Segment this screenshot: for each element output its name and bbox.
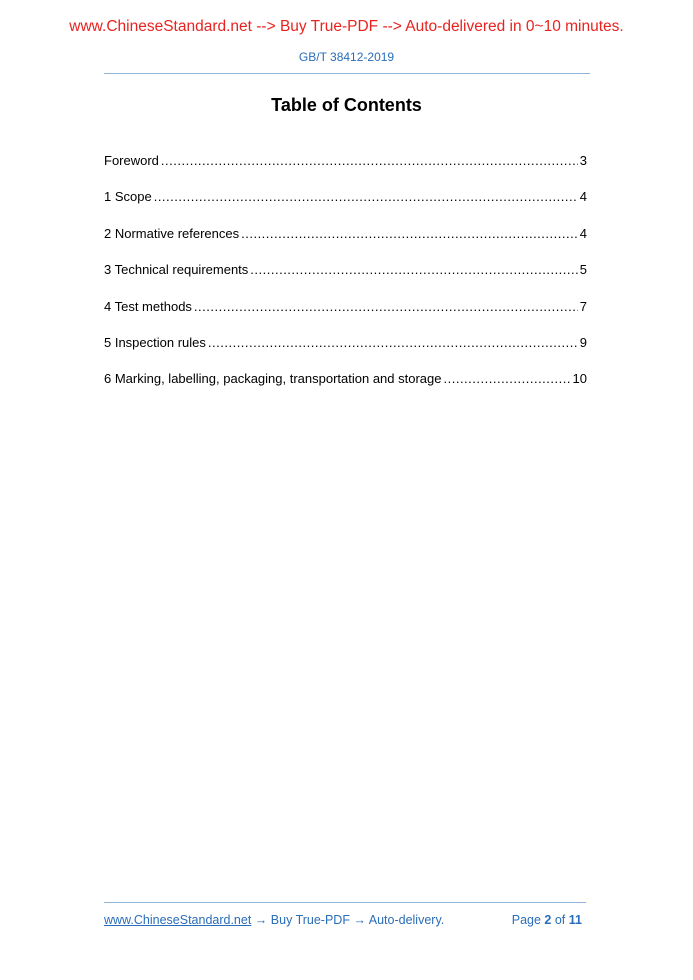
- toc-title: Table of Contents: [271, 95, 422, 115]
- toc-dot-leader: [194, 299, 578, 314]
- toc-entry-page: 3: [579, 153, 587, 168]
- page-number: [512, 913, 582, 927]
- toc-entry-scope[interactable]: [104, 189, 587, 225]
- promo-banner[interactable]: www.ChineseStandard.net --> Buy True-PDF --> Auto-delivered in 0~10 minutes.: [69, 18, 624, 35]
- footer-buy-text: Buy True-PDF: [270, 913, 350, 927]
- standard-code-header: GB/T 38412-2019: [298, 50, 395, 64]
- footer-divider: [104, 902, 586, 903]
- toc-entry-foreword[interactable]: [104, 153, 587, 189]
- header-divider: [104, 73, 590, 74]
- toc-entry-page: 10: [572, 371, 587, 387]
- toc-entry-label: 2 Normative references: [104, 225, 240, 241]
- current-page-number: 2: [544, 913, 552, 927]
- toc-entry-page: 4: [579, 189, 587, 205]
- toc-entry-inspection-rules[interactable]: [104, 335, 587, 371]
- of-word: of: [554, 913, 566, 927]
- toc-dot-leader: [250, 262, 577, 277]
- toc-list: [104, 153, 587, 408]
- toc-dot-leader: [208, 335, 578, 350]
- toc-entry-normative-references[interactable]: [104, 226, 587, 262]
- toc-entry-test-methods[interactable]: [104, 299, 587, 335]
- toc-entry-page: 7: [579, 298, 587, 314]
- total-pages-number: 11: [568, 913, 582, 927]
- toc-dot-leader: [241, 226, 578, 241]
- toc-entry-label: 5 Inspection rules: [104, 334, 206, 350]
- toc-entry-label: Foreword: [104, 153, 159, 168]
- toc-dot-leader: [161, 153, 578, 168]
- toc-entry-label: 4 Test methods: [104, 298, 192, 314]
- toc-dot-leader: [444, 371, 571, 386]
- arrow-right-icon: →: [254, 913, 268, 927]
- toc-entry-page: 9: [579, 334, 587, 350]
- footer-site-link[interactable]: www.ChineseStandard.net: [104, 913, 252, 927]
- toc-entry-label: 1 Scope: [104, 189, 152, 205]
- footer-delivery-text: Auto-delivery.: [368, 913, 445, 927]
- toc-entry-page: 5: [579, 262, 587, 278]
- toc-dot-leader: [154, 189, 578, 204]
- toc-entry-page: 4: [579, 225, 587, 241]
- toc-entry-label: 6 Marking, labelling, packaging, transportation and storage: [104, 371, 442, 387]
- toc-entry-label: 3 Technical requirements: [104, 262, 249, 278]
- page-word: Page: [511, 913, 541, 927]
- toc-entry-marking-packaging[interactable]: [104, 371, 587, 407]
- footer-promo: [104, 913, 444, 927]
- arrow-right-icon: →: [353, 913, 366, 927]
- toc-entry-technical-requirements[interactable]: [104, 262, 587, 298]
